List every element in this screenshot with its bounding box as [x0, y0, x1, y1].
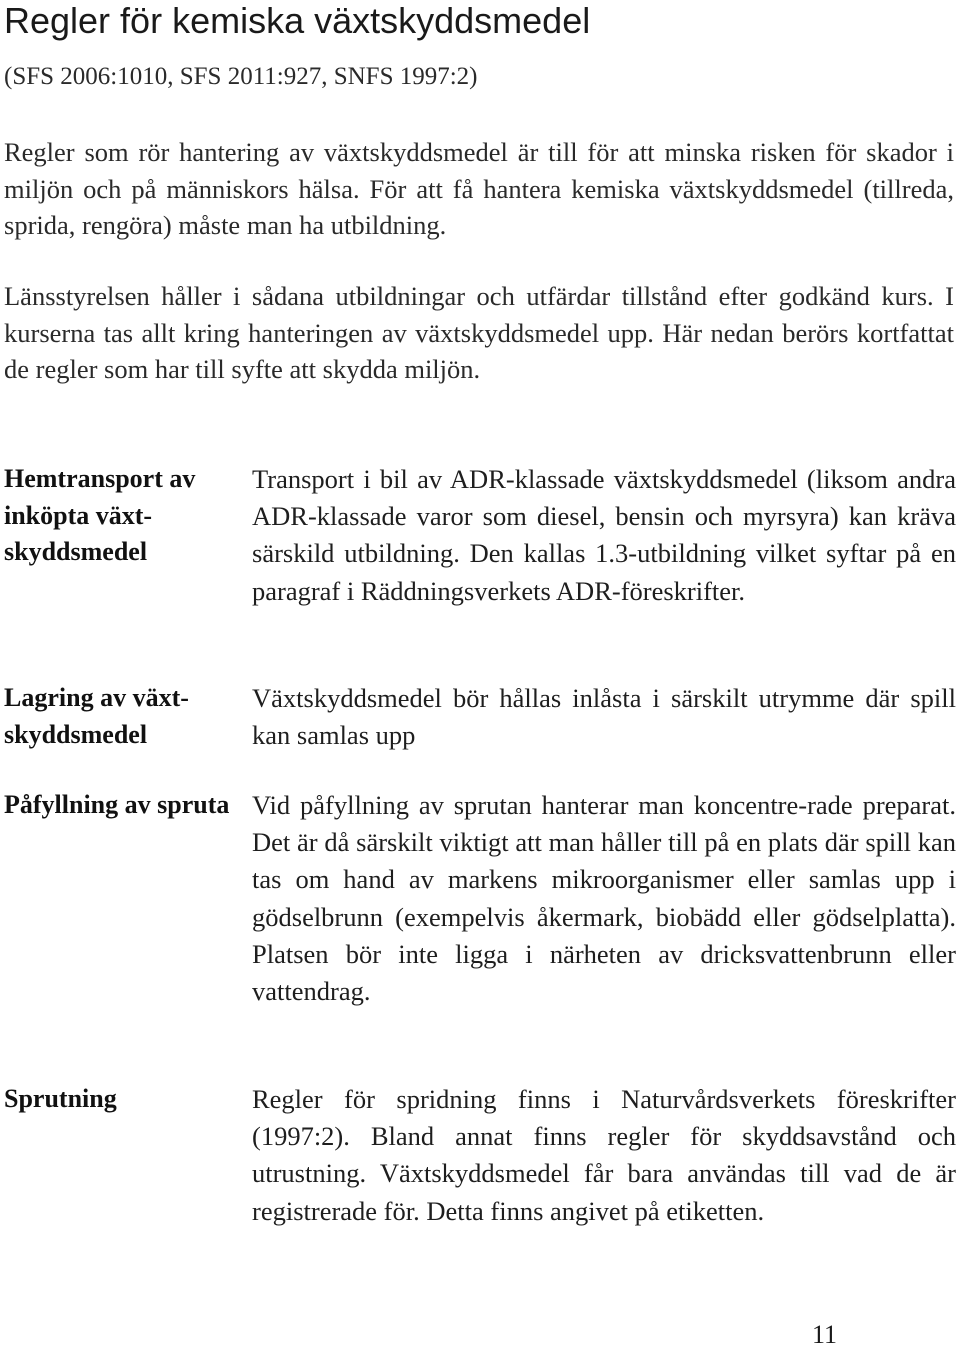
section-label: Sprutning: [4, 1084, 117, 1113]
section-text: Transport i bil av ADR-klassade växtskyddsmedel (liksom andra ADR-klassade varor som diesel, bensin och myrsyra) kan kräva särskild utbildning. Den kallas 1.3-utbildning vilket syftar på en paragraf i Räddningsverkets ADR-föreskrifter.: [252, 464, 956, 606]
section-label: Hemtransport av inköpta växt-skyddsmedel: [4, 464, 196, 567]
section-text: Vid påfyllning av sprutan hanterar man koncentre-rade preparat. Det är då särskilt viktigt att man håller till på en plats där spill kan tas om hand av markens mikroorganismer eller samlas upp i gödselbrunn (exempelvis åkermark, biobädd eller gödselplatta). Platsen bör inte ligga i närheten av dricksvattenbrunn eller vattendrag.: [252, 790, 956, 1007]
section-text: Regler för spridning finns i Naturvårdsverkets föreskrifter (1997:2). Bland annat finns regler för skyddsavstånd och utrustning. Växtskyddsmedel får bara användas till vad de är registrerade för. Detta finns angivet på etiketten.: [252, 1084, 956, 1226]
page-number: 11: [812, 1320, 838, 1349]
intro-paragraph: Länsstyrelsen håller i sådana utbildningar och utfärdar tillstånd efter godkänd kurs. I kurserna tas allt kring hanteringen av växtskyddsmedel upp. Här nedan berörs kortfattat de regler som har till syfte att skydda miljön.: [4, 281, 954, 385]
page-title: Regler för kemiska växtskyddsmedel: [4, 0, 591, 41]
section-label: Lagring av växt-skyddsmedel: [4, 683, 189, 749]
section-text: Växtskyddsmedel bör hållas inlåsta i särskilt utrymme där spill kan samlas upp: [252, 683, 956, 751]
section-label: Påfyllning av spruta: [4, 790, 230, 819]
legal-references: (SFS 2006:1010, SFS 2011:927, SNFS 1997:2): [4, 63, 478, 90]
intro-paragraph: Regler som rör hantering av växtskyddsmedel är till för att minska risken för skador i miljön och på människors hälsa. För att få hantera kemiska växtskyddsmedel (tillreda, sprida, rengöra) måste man ha utbildning.: [4, 137, 954, 241]
